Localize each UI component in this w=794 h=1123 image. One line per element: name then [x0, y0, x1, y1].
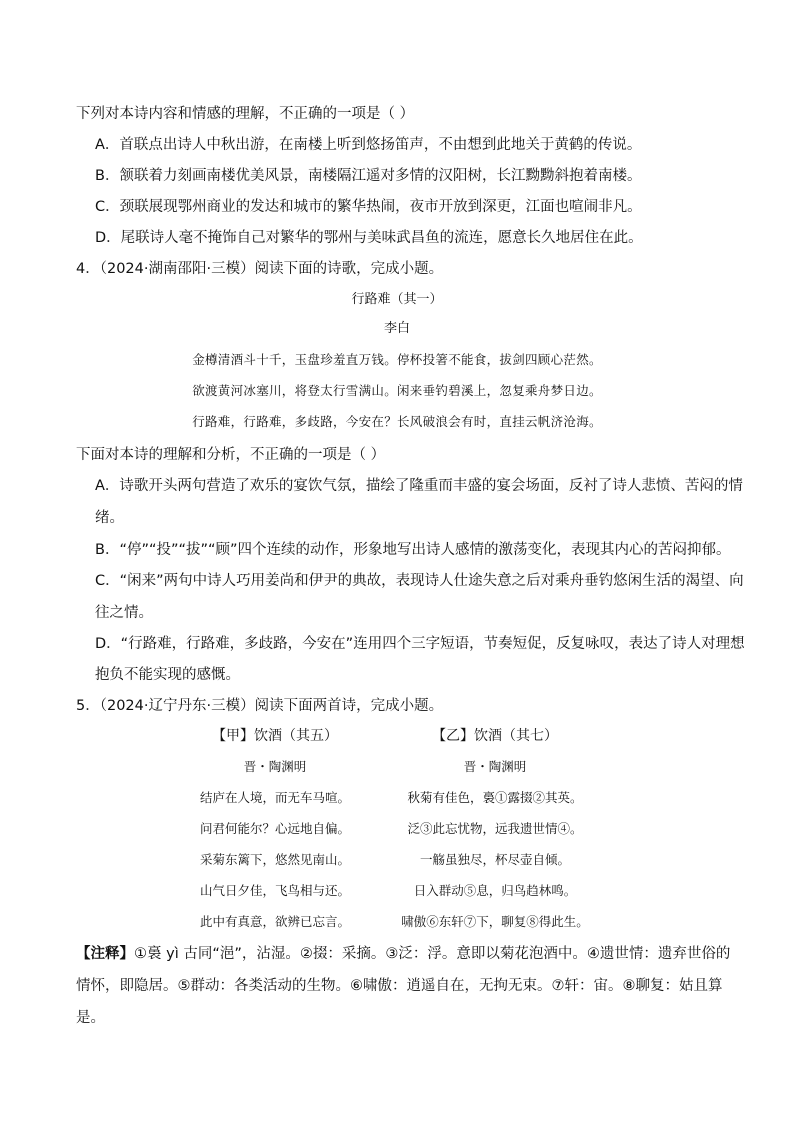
q4-option-c-cont: 往之情。 — [95, 605, 153, 621]
q4-option-d-cont: 抱负不能实现的感慨。 — [95, 667, 240, 683]
q4-option-b: B．“停”“投”“拔”“顾”四个连续的动作，形象地写出诗人感情的激荡变化，表现其内心的苦闷抑郁。 — [95, 542, 731, 558]
q5-poem-b-author: 晋・陶渊明 — [463, 759, 527, 774]
q5-poem-b-line: 啸傲⑥东轩⑦下，聊复⑧得此生。 — [401, 914, 589, 929]
q5-poem-a-line: 采菊东篱下，悠然见南山。 — [199, 852, 350, 867]
q3-option-d: D．尾联诗人毫不掩饰自己对繁华的鄂州与美味武昌鱼的流连，愿意长久地居住在此。 — [95, 230, 643, 246]
q4-poem-line: 欲渡黄河冰塞川，将登太行雪满山。闲来垂钓碧溪上，忽复乘舟梦日边。 — [192, 383, 602, 398]
q4-option-c: C．“闲来”两句中诗人巧用姜尚和伊尹的典故，表现诗人仕途失意之后对乘舟垂钓悠闲生活的渴望、向 — [95, 573, 744, 589]
q4-poem-author: 李白 — [383, 321, 410, 336]
q5-header: 5．（2024·辽宁丹东·三模）阅读下面两首诗，完成小题。 — [76, 698, 444, 714]
q5-poem-a-line: 问君何能尔？心远地自偏。 — [199, 821, 350, 836]
q5-poem-b-line: 泛③此忘忧物，远我遗世情④。 — [407, 821, 583, 836]
q5-poem-b-line: 秋菊有佳色，裛①露掇②其英。 — [407, 790, 583, 805]
q5-poem-a-line: 山气日夕佳，飞鸟相与还。 — [199, 883, 350, 898]
q5-poem-a-line: 结庐在人境，而无车马喧。 — [199, 790, 350, 805]
q4-option-d: D．“行路难，行路难，多歧路，今安在”连用四个三字短语，节奏短促，反复咏叹，表达了诗人对理想 — [95, 636, 745, 652]
q4-poem-line: 金樽清酒斗十千，玉盘珍羞直万钱。停杯投箸不能食，拔剑四顾心茫然。 — [192, 352, 602, 367]
q5-poem-a-author: 晋・陶渊明 — [243, 759, 307, 774]
q5-poem-a-title: 【甲】饮酒（其五） — [212, 728, 338, 744]
q4-option-a-cont: 绪。 — [95, 510, 124, 526]
q3-option-a: A．首联点出诗人中秋出游，在南楼上听到悠扬笛声，不由想到此地关于黄鹤的传说。 — [95, 137, 642, 153]
q5-note-line: 是。 — [76, 1010, 105, 1026]
q5-note-line: 【注释】①裛 yì 古同“浥”，沾湿。②掇：采摘。③泛：浮。意即以菊花泡酒中。④遗世情：遗弃世俗的 — [76, 946, 731, 962]
q4-stem: 下面对本诗的理解和分析，不正确的一项是（ ） — [76, 447, 386, 463]
q3-option-c: C．颈联展现鄂州商业的发达和城市的繁华热闹，夜市开放到深更，江面也喧闹非凡。 — [95, 199, 642, 215]
q5-note-label: 【注释】 — [76, 946, 134, 962]
q5-poem-b-line: 一觞虽独尽，杯尽壶自倾。 — [419, 852, 570, 867]
q4-poem-line: 行路难，行路难，多歧路，今安在？长风破浪会有时，直挂云帆济沧海。 — [192, 414, 602, 429]
q3-stem: 下列对本诗内容和情感的理解，不正确的一项是（ ） — [76, 106, 415, 122]
q3-option-b: B．颔联着力刻画南楼优美风景，南楼隔江遥对多情的汉阳树，长江黝黝斜抱着南楼。 — [95, 168, 642, 184]
q4-poem-title: 行路难（其一） — [351, 292, 443, 307]
q4-option-a: A．诗歌开头两句营造了欢乐的宴饮气氛，描绘了隆重而丰盛的宴会场面，反衬了诗人悲愤、苦闷的情 — [95, 478, 743, 494]
q5-poem-b-line: 日入群动⑤息，归鸟趋林鸣。 — [413, 883, 577, 898]
q5-poem-b-title: 【乙】饮酒（其七） — [432, 728, 558, 744]
q5-note-line: 情怀，即隐居。⑤群动：各类活动的生物。⑥啸傲：逍遥自在，无拘无束。⑦轩：宙。⑧聊复：姑且算 — [76, 978, 723, 994]
q5-poem-a-line: 此中有真意，欲辨已忘言。 — [199, 914, 350, 929]
q4-header: 4．（2024·湖南邵阳·三模）阅读下面的诗歌，完成小题。 — [76, 261, 444, 277]
